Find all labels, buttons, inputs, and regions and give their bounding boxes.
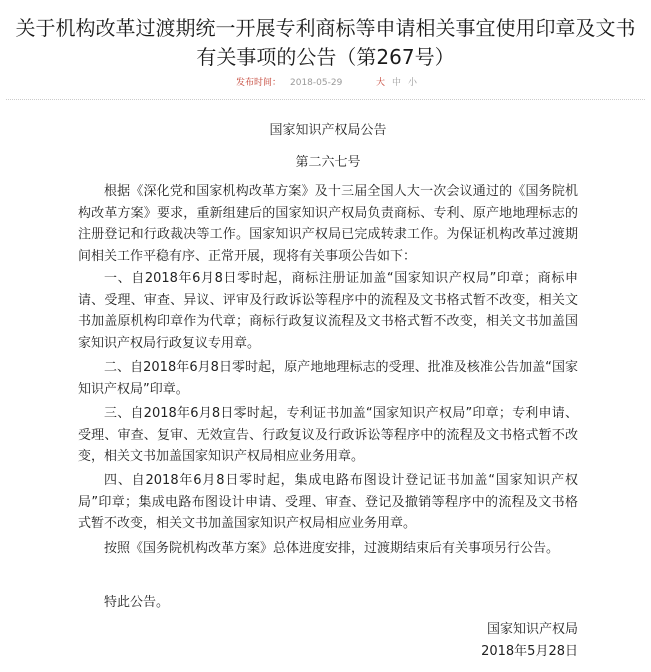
publish-date: 2018-05-29 <box>290 78 343 88</box>
item-two-paragraph: 二、自2018年6月8日零时起，原产地地理标志的受理、批准及核准公告加盖“国家知识产权局”印章。 <box>78 360 578 397</box>
sign-date: 2018年5月28日 <box>481 644 578 659</box>
announcement-number: 第二六七号 <box>295 155 361 170</box>
article-meta <box>0 76 651 90</box>
font-size-small-button[interactable]: 小 <box>408 78 418 88</box>
font-size-large-button[interactable]: 大 <box>376 78 386 88</box>
intro-paragraph: 根据《深化党和国家机构改革方案》及十三届全国人大一次会议通过的《国务院机构改革方案》要求，重新组建后的国家知识产权局负责商标、专利、原产地地理标志的注册登记和行政裁决等工作。国家知识产权局已完成转隶工作。为保证机构改革过渡期间相关工作平稳有序、正常开展，现将有关事项公告如下： <box>78 184 578 264</box>
page-title: 关于机构改革过渡期统一开展专利商标等申请相关事宜使用印章及文书有关事项的公告（第267号） <box>15 16 636 69</box>
item-one-paragraph: 一、自2018年6月8日零时起，商标注册证加盖“国家知识产权局”印章；商标申请、受理、审查、异议、评审及行政诉讼等程序中的流程及文书格式暂不改变，相关文书加盖原机构印章作为代章；商标行政复议流程及文书格式暂不改变，相关文书加盖国家知识产权局行政复议专用章。 <box>78 271 578 351</box>
item-four-paragraph: 四、自2018年6月8日零时起，集成电路布图设计登记证书加盖“国家知识产权局”印章；集成电路布图设计申请、受理、审查、登记及撤销等程序中的流程及文书格式暂不改变，相关文书加盖国家知识产权局相应业务用章。 <box>78 473 578 531</box>
signature: 国家知识产权局 <box>486 622 578 637</box>
publish-time-label: 发布时间： <box>236 78 282 88</box>
issuer-heading: 国家知识产权局公告 <box>269 123 387 138</box>
closing-paragraph: 特此公告。 <box>104 595 170 610</box>
font-size-medium-button[interactable]: 中 <box>392 78 402 88</box>
schedule-paragraph: 按照《国务院机构改革方案》总体进度安排，过渡期结束后有关事项另行公告。 <box>104 541 560 556</box>
header-divider <box>6 99 645 100</box>
item-three-paragraph: 三、自2018年6月8日零时起，专利证书加盖“国家知识产权局”印章；专利申请、受理、审查、复审、无效宣告、行政复议及行政诉讼等程序中的流程及文书格式暂不改变，相关文书加盖国家知识产权局相应业务用章。 <box>78 406 578 464</box>
